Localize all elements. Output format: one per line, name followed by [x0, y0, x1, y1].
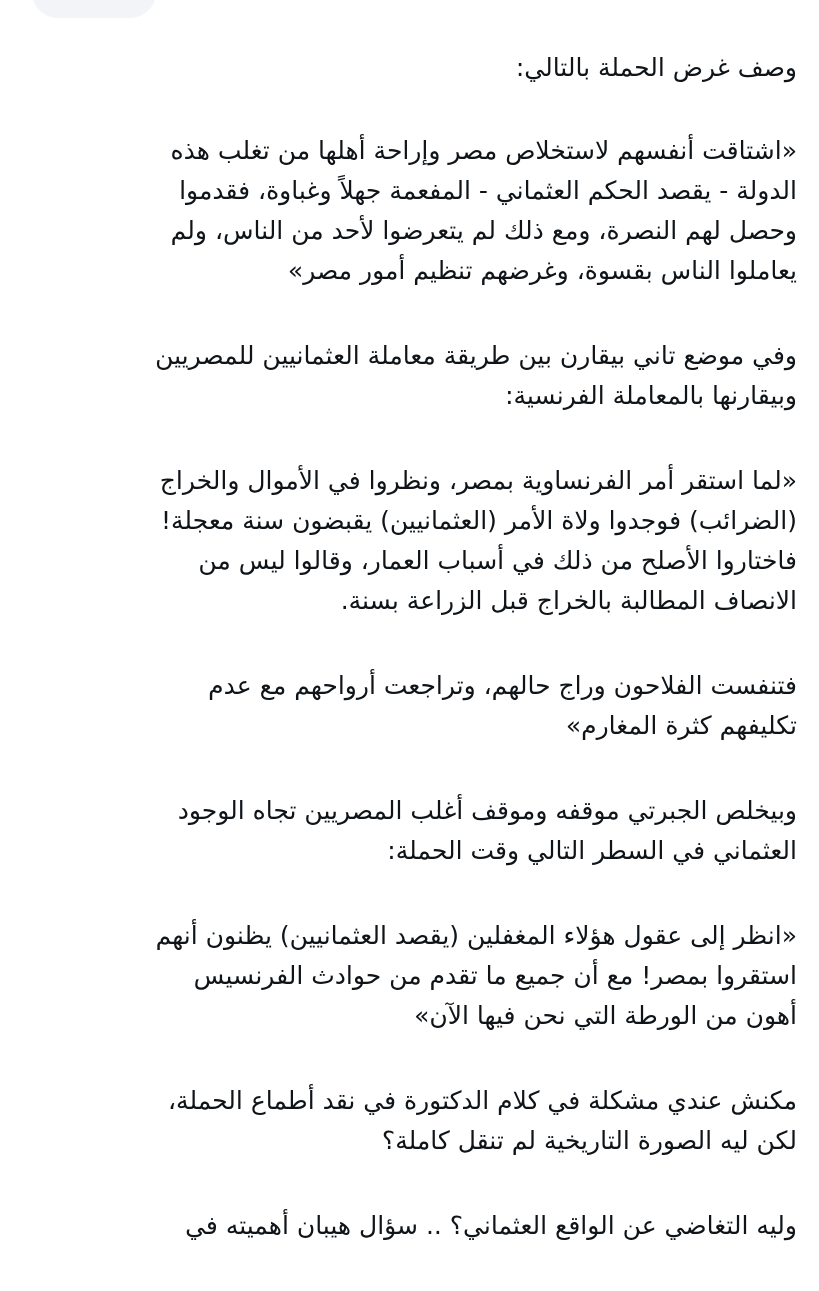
post-body [30, 48, 797, 1291]
quote-campaign-purpose: «اشتاقت أنفسهم لاستخلاص مصر وإراحة أهلها من تغلب هذه الدولة - يقصد الحكم العثماني - المفعمة جهلاً وغباوة، فقدموا وحصل لهم النصرة، ومع ذلك لم يتعرضوا لأحد من الناس، ولم يعاملوا الناس بقسوة، وغرضهم تنظيم أمور مصر» [170, 136, 797, 285]
paragraph-question: وليه التغاضي عن الواقع العثماني؟ .. سؤال هيبان أهميته في [185, 1211, 797, 1240]
paragraph-jabarti-summary: وبيخلص الجبرتي موقفه وموقف أغلب المصريين تجاه الوجود العثماني في السطر التالي وقت الحملة: [177, 796, 797, 865]
top-bar-pill [32, 0, 156, 18]
paragraph-comparison-intro: وفي موضع تاني بيقارن بين طريقة معاملة العثمانيين للمصريين وبيقارنها بالمعاملة الفرنسية: [155, 341, 797, 410]
quote-taxation: «لما استقر أمر الفرنساوية بمصر، ونظروا في الأموال والخراج (الضرائب) فوجدوا ولاة الأمر (العثمانيين) يقبضون سنة معجلة! فاختاروا الأصلح من ذلك في أسباب العمار، وقالوا ليس من الانصاف المطالبة بالخراج قبل الزراعة بسنة. [159, 466, 797, 615]
paragraph-author-opinion: مكنش عندي مشكلة في كلام الدكتورة في نقد أطماع الحملة، لكن ليه الصورة التاريخية لم تنقل كاملة؟ [167, 1086, 797, 1155]
quote-jabarti: «انظر إلى عقول هؤلاء المغفلين (يقصد العثمانيين) يظنون أنهم استقروا بمصر! مع أن جميع ما تقدم من حوادث الفرنسيس أهون من الورطة التي نحن فيها الآن» [155, 921, 797, 1030]
quote-peasants: فتنفست الفلاحون وراج حالهم، وتراجعت أرواحهم مع عدم تكليفهم كثرة المغارم» [208, 671, 797, 740]
paragraph-campaign-purpose: وصف غرض الحملة بالتالي: [515, 53, 797, 82]
